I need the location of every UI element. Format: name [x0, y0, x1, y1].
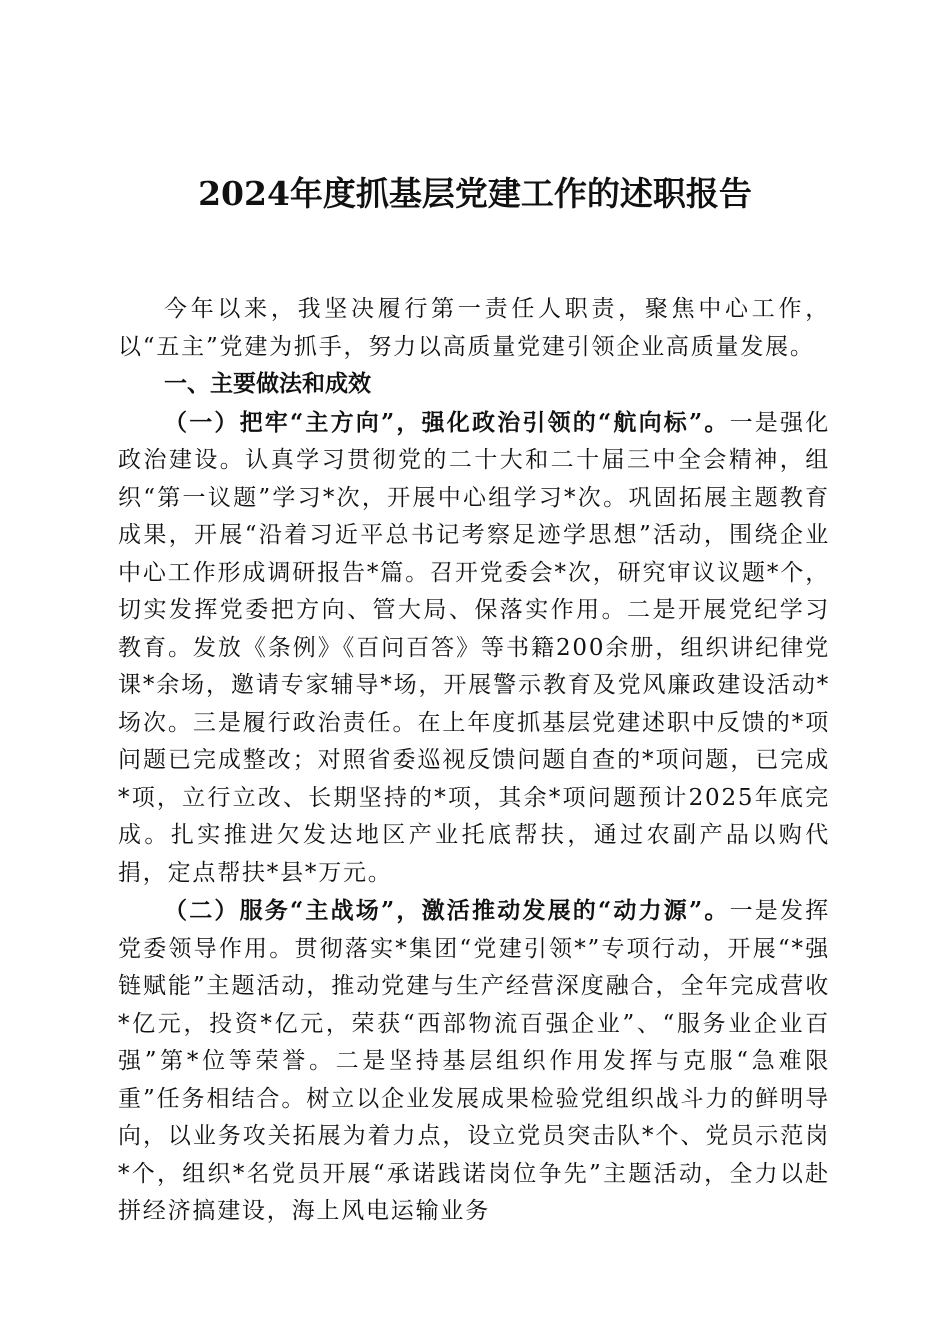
item1-paragraph: [118, 404, 830, 893]
document-title: 2024年度抓基层党建工作的述职报告: [198, 174, 752, 213]
item1-body: 一是强化政治建设。认真学习贯彻党的二十大和二十届三中全会精神，组织“第一议题”学习*次，开展中心组学习*次。巩固拓展主题教育成果，开展“沿着习近平总书记考察足迹学思想”活动，围绕企业中心工作形成调研报告*篇。召开党委会*次，研究审议议题*个，切实发挥党委把方向、管大局、保落实作用。二是开展党纪学习教育。发放《条例》《百问百答》等书籍200余册，组织讲纪律党课*余场，邀请专家辅导*场，开展警示教育及党风廉政建设活动*场次。三是履行政治责任。在上年度抓基层党建述职中反馈的*项问题已完成整改；对照省委巡视反馈问题自查的*项问题，已完成*项，立行立改、长期坚持的*项，其余*项问题预计2025年底完成。扎实推进欠发达地区产业托底帮扶，通过农副产品以购代捐，定点帮扶*县*万元。: [118, 409, 830, 886]
item2-paragraph: [118, 892, 830, 1231]
document-body: [118, 291, 830, 1231]
item1-heading: （一）把牢“主方向”，强化政治引领的“航向标”。: [164, 408, 730, 436]
item2-heading: （二）服务“主战场”，激活推动发展的“动力源”。: [164, 897, 730, 924]
section-heading: 一、主要做法和成效: [164, 371, 371, 397]
intro-paragraph: 今年以来，我坚决履行第一责任人职责，聚焦中心工作，以“五主”党建为抓手，努力以高质量党建引领企业高质量发展。: [118, 296, 830, 360]
item2-body: 一是发挥党委领导作用。贯彻落实*集团“党建引领*”专项行动，开展“*强链赋能”主题活动，推动党建与生产经营深度融合，全年完成营收*亿元，投资*亿元，荣获“西部物流百强企业”、“服务业企业百强”第*位等荣誉。二是坚持基层组织作用发挥与克服“急难限重”任务相结合。树立以企业发展成果检验党组织战斗力的鲜明导向，以业务攻关拓展为着力点，设立党员突击队*个、党员示范岗*个，组织*名党员开展“承诺践诺岗位争先”主题活动，全力以赴拼经济搞建设，海上风电运输业务: [118, 898, 830, 1224]
